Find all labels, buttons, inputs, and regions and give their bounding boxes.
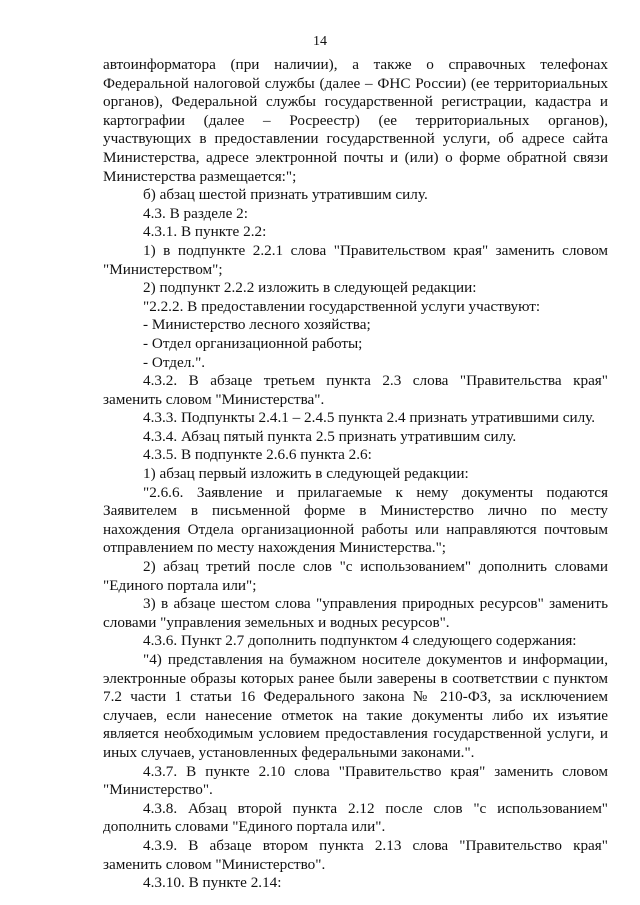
paragraph: 4.3.2. В абзаце третьем пункта 2.3 слова "Правительства края" заменить словом "Министерства". — [103, 372, 608, 408]
paragraph: 1) абзац первый изложить в следующей редакции: — [143, 465, 469, 483]
paragraph: 3) в абзаце шестом слова "управления природных ресурсов" заменить словами "управления земельных и водных ресурсов". — [103, 595, 608, 631]
paragraph: - Министерство лесного хозяйства; — [143, 316, 371, 334]
paragraph: "2.2.2. В предоставлении государственной услуги участвуют: — [143, 297, 541, 315]
paragraph: 4.3.8. Абзац второй пункта 2.12 после слов "с использованием" дополнить словами "Единого портала или". — [103, 799, 608, 836]
paragraph: - Отдел.". — [143, 353, 206, 371]
paragraph: 4.3.6. Пункт 2.7 дополнить подпунктом 4 следующего содержания: — [143, 632, 577, 650]
paragraph: автоинформатора (при наличии), а также о справочных телефонах Федеральной налоговой службы (далее – ФНС России) (ее территориальных органов), Федеральной службы государственной регистрации, кадастра и картографии (далее – Росреестр) (ее территориальных органов), участвующих в предоставлении государственной услуги, об адресе сайта Министерства, адресе электронной почты и (или) о форме обратной связи Министерства размещается:"; — [103, 56, 608, 185]
page-number: 14 — [313, 34, 327, 49]
paragraph: 4.3.3. Подпункты 2.4.1 – 2.4.5 пункта 2.4 признать утратившими силу. — [143, 409, 596, 427]
paragraph: "4) представления на бумажном носителе документов и информации, электронные образы которых ранее были заверены в соответствии с пунктом 7.2 части 1 статьи 16 Федерального закона № 210-ФЗ, за исключением случаев, если нанесение отметок на такие документы либо их изъятие является необходимым условием предоставления государственной услуги, и иных случаев, установленных федеральными законами.". — [103, 651, 608, 761]
paragraph: 4.3.10. В пункте 2.14: — [143, 874, 282, 892]
paragraph: 2) абзац третий после слов "с использованием" дополнить словами "Единого портала или"; — [103, 558, 608, 594]
paragraph: 4.3.5. В подпункте 2.6.6 пункта 2.6: — [143, 446, 372, 464]
paragraph: 4.3. В разделе 2: — [143, 204, 248, 222]
paragraph: 1) в подпункте 2.2.1 слова "Правительством края" заменить словом "Министерством"; — [103, 241, 608, 278]
paragraph: б) абзац шестой признать утратившим силу. — [143, 186, 428, 204]
paragraph: 4.3.9. В абзаце втором пункта 2.13 слова "Правительство края" заменить словом "Министерство". — [103, 836, 608, 873]
paragraph: - Отдел организационной работы; — [143, 334, 363, 352]
paragraph: 4.3.1. В пункте 2.2: — [143, 223, 267, 241]
paragraph: 2) подпункт 2.2.2 изложить в следующей редакции: — [143, 279, 477, 297]
paragraph: "2.6.6. Заявление и прилагаемые к нему документы подаются Заявителем в письменной форме в Министерство лично по месту нахождения Отдела организационной работы или направляются почтовым отправлением по месту нахождения Министерства."; — [103, 483, 608, 557]
paragraph: 4.3.4. Абзац пятый пункта 2.5 признать утратившим силу. — [143, 427, 517, 445]
paragraph: 4.3.7. В пункте 2.10 слова "Правительство края" заменить словом "Министерство". — [103, 762, 608, 799]
document-body — [103, 56, 608, 893]
